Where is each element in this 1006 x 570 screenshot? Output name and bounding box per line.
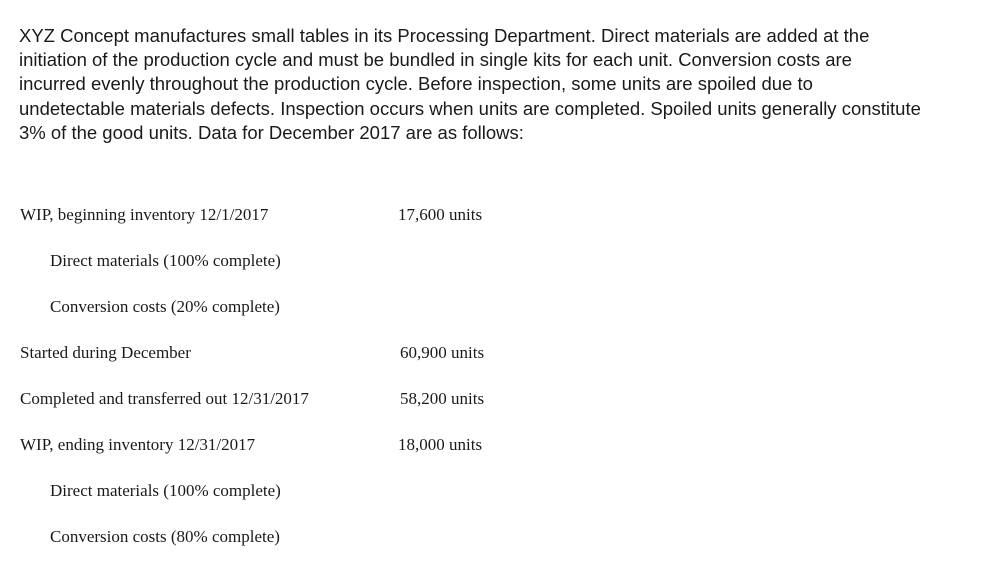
data-row-wip-beginning [0,203,1006,227]
row-label: WIP, ending inventory 12/31/2017 [20,435,256,454]
row-units: 60,900 units [400,343,485,362]
row-label: Conversion costs (20% complete) [50,297,280,316]
row-units: 58,200 units [400,389,485,408]
problem-statement-line: XYZ Concept manufactures small tables in its Processing Department. Direct materials are added at the [19,25,870,46]
row-label: Direct materials (100% complete) [50,481,281,500]
row-units: 17,600 units [398,205,483,224]
row-label: Direct materials (100% complete) [50,251,281,270]
data-row-started [0,341,1006,365]
problem-statement-line: 3% of the good units. Data for December 2017 are as follows: [19,121,524,143]
problem-statement-line: undetectable materials defects. Inspection occurs when units are completed. Spoiled units generally constitute [19,97,921,119]
data-row-beginning-direct-materials [0,249,1006,273]
row-label: WIP, beginning inventory 12/1/2017 [20,205,269,224]
problem-statement-line: incurred evenly throughout the production cycle. Before inspection, some units are spoiled due to [19,73,813,95]
problem-statement [19,24,994,145]
data-row-ending-direct-materials [0,479,1006,503]
data-row-ending-conversion-costs [0,525,1006,549]
problem-statement-line: initiation of the production cycle and must be bundled in single kits for each unit. Conversion costs are [19,49,852,71]
data-row-wip-ending [0,433,1006,457]
row-label: Started during December [20,343,191,362]
data-row-completed-transferred [0,387,1006,411]
row-label: Conversion costs (80% complete) [50,527,280,546]
row-units: 18,000 units [398,435,483,454]
data-row-beginning-conversion-costs [0,295,1006,319]
row-label: Completed and transferred out 12/31/2017 [20,389,309,408]
